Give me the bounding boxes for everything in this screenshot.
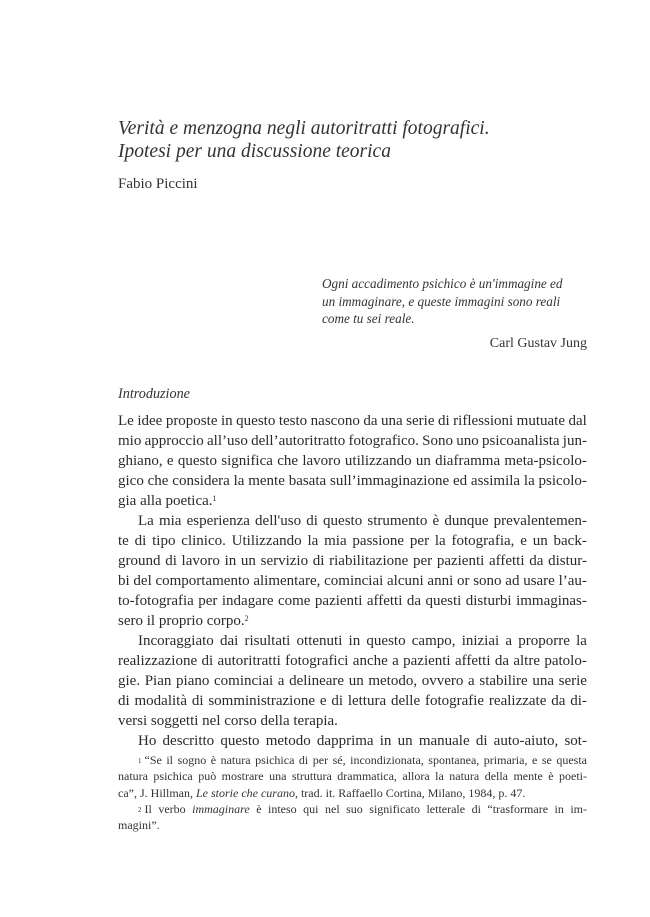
word: riabilitazione — [329, 553, 409, 569]
word: la — [233, 473, 245, 489]
word: considera — [172, 473, 230, 489]
body-line-text — [118, 651, 587, 671]
body-line — [118, 411, 587, 431]
word: fotografia, — [451, 533, 515, 549]
epigraph-quote — [322, 275, 587, 328]
word: una — [532, 673, 554, 689]
word: di — [201, 653, 214, 669]
body-line — [118, 491, 587, 511]
word: delle — [390, 693, 421, 709]
word: anche — [352, 653, 388, 669]
word: questo — [366, 633, 406, 649]
word: diaframma — [435, 453, 501, 469]
word: un — [348, 673, 364, 689]
body-line — [118, 611, 587, 631]
epigraph-line-2: un immaginare, e queste immagini sono reali — [322, 293, 561, 309]
body-line — [118, 691, 587, 711]
word: lavoro — [302, 453, 341, 469]
word: Utilizzando — [231, 533, 302, 549]
word: questo — [177, 453, 217, 469]
footnote-number: 2 — [138, 805, 142, 814]
word: servizio — [260, 553, 309, 569]
body-line-text — [138, 631, 587, 651]
word: dunque — [444, 513, 489, 529]
word: riflessioni — [453, 413, 514, 429]
word: un — [532, 533, 548, 549]
word: di — [191, 693, 204, 709]
section-heading: Introduzione — [118, 386, 190, 402]
title-line-2: Ipotesi per una discussione teorica — [118, 141, 391, 162]
footnote-line — [118, 801, 587, 817]
word: è — [432, 513, 440, 529]
word: di — [331, 693, 343, 709]
footnote-line-text — [145, 752, 588, 768]
footnote-text: , trad. it. Raffaello Cortina, Milano, 1984, p. 47. — [294, 785, 526, 800]
word: lettura — [347, 693, 387, 709]
word: serie — [558, 673, 587, 689]
word: ground — [118, 553, 161, 569]
epigraph-attribution: Carl Gustav Jung — [489, 336, 587, 351]
word: ad — [505, 573, 520, 589]
body-line-text: versi soggetti nel corso della terapia. — [118, 713, 338, 729]
footnote-line-text — [118, 768, 587, 784]
word: distur- — [548, 553, 587, 569]
word: che — [147, 473, 169, 489]
word: affetti — [488, 553, 525, 569]
body-line — [118, 671, 587, 691]
body-line-text — [118, 691, 587, 711]
word: un — [415, 453, 431, 469]
word: fotografici — [285, 653, 349, 669]
word: per — [409, 533, 430, 549]
word: una — [381, 413, 403, 429]
footnote-ref[interactable]: 2 — [244, 614, 249, 623]
word: realizzate — [488, 693, 547, 709]
word: nascono — [310, 413, 360, 429]
footnote-text: magini”. — [118, 818, 160, 833]
word: usare — [523, 573, 555, 589]
word: la — [576, 633, 587, 649]
word: di — [134, 533, 147, 549]
word: auto-aiuto, — [493, 733, 559, 749]
word: utilizzando — [344, 453, 412, 469]
footnote-line-text — [118, 818, 160, 832]
word: questo — [220, 733, 260, 749]
word: in — [379, 733, 392, 749]
word: sono — [473, 573, 502, 589]
word: cominciai — [324, 573, 384, 589]
body-line — [118, 431, 587, 451]
body-line-text: sero il proprio corpo. — [118, 613, 245, 629]
word: di — [312, 553, 325, 569]
word: cominciai — [214, 673, 274, 689]
body-line-text — [118, 451, 587, 471]
word: La — [138, 513, 154, 529]
word: alcuni — [387, 573, 424, 589]
word: dal — [568, 413, 587, 429]
word: la — [307, 533, 319, 549]
body-line — [118, 571, 587, 591]
body-line — [118, 631, 587, 651]
word: un — [397, 733, 413, 749]
body-text — [118, 411, 587, 751]
word: di- — [570, 693, 587, 709]
word: significa — [221, 453, 273, 469]
body-line-text — [138, 731, 587, 751]
word: Ho — [138, 733, 157, 749]
word: approccio — [144, 433, 204, 449]
body-line — [118, 471, 587, 491]
word: bi — [118, 573, 130, 589]
word: di — [165, 553, 177, 569]
word: a — [505, 633, 513, 649]
word: serie — [406, 413, 435, 429]
footnote-line — [118, 752, 587, 768]
word: ghiano, — [118, 453, 163, 469]
word: clinico. — [181, 533, 226, 549]
word: indagare — [221, 593, 274, 609]
body-line — [118, 551, 587, 571]
footnote-italic-text: Le storie che curano — [195, 785, 295, 800]
word: descritto — [162, 733, 215, 749]
word: mia — [324, 533, 347, 549]
word: in — [348, 633, 361, 649]
word: piano — [176, 673, 210, 689]
word: un — [240, 553, 256, 569]
body-line-text — [118, 591, 587, 611]
footnotes — [118, 752, 587, 833]
word: jun- — [562, 433, 587, 449]
word: metodo, — [368, 673, 418, 689]
word: testo — [278, 413, 308, 429]
word: del — [133, 573, 152, 589]
word: in — [220, 413, 233, 429]
word: sot- — [564, 733, 587, 749]
footnote-line — [118, 785, 587, 801]
word: ottenuti — [296, 633, 343, 649]
word: mio — [118, 433, 142, 449]
word: mente — [248, 473, 285, 489]
word: dapprima — [316, 733, 374, 749]
word: delineare — [289, 673, 345, 689]
footnote-number: 1 — [138, 757, 142, 765]
word: di — [118, 693, 130, 709]
word: gie. — [118, 673, 141, 689]
word: prevalentemen- — [493, 513, 587, 529]
word: questi — [425, 593, 462, 609]
body-line-text — [118, 571, 587, 591]
word: esperienza — [186, 513, 250, 529]
word: affetti — [366, 593, 403, 609]
word: alimentare, — [253, 573, 321, 589]
footnote-line — [118, 817, 587, 833]
body-line-text — [118, 431, 587, 451]
footnote-line-text — [118, 786, 525, 800]
word: altre — [513, 653, 541, 669]
word: back- — [553, 533, 587, 549]
word: meta-psicolo- — [504, 453, 587, 469]
word: passione — [352, 533, 405, 549]
word: da — [406, 593, 422, 609]
word: immaginas- — [516, 593, 587, 609]
word: risultati — [244, 633, 291, 649]
word: somministrazione — [208, 693, 315, 709]
body-line-text — [118, 471, 587, 491]
word: da — [529, 553, 544, 569]
footnote-text: Il verbo — [144, 801, 193, 816]
word: psicolo- — [538, 473, 587, 489]
word: che — [277, 453, 299, 469]
word: dell'uso — [255, 513, 302, 529]
word: strumento — [367, 513, 428, 529]
word: a — [277, 673, 285, 689]
body-line — [118, 711, 587, 731]
word: pazienti — [403, 653, 451, 669]
word: da — [363, 413, 378, 429]
word: Le — [118, 413, 134, 429]
word: a — [468, 673, 475, 689]
word: l’au- — [558, 573, 587, 589]
article-author: Fabio Piccini — [118, 176, 198, 192]
word: di — [475, 733, 488, 749]
word: autoritratti — [217, 653, 281, 669]
word: e — [166, 453, 174, 469]
word: pazienti — [436, 553, 485, 569]
body-line — [118, 731, 587, 751]
word: psicoanalista — [482, 433, 560, 449]
body-line — [118, 591, 587, 611]
word: modalità — [134, 693, 187, 709]
word: metodo — [265, 733, 311, 749]
word: in — [224, 553, 237, 569]
word: iniziai — [461, 633, 500, 649]
word: comportamento — [155, 573, 250, 589]
word: Sono — [422, 433, 454, 449]
word: la — [523, 473, 535, 489]
word: e — [319, 693, 327, 709]
word: come — [277, 593, 311, 609]
word: da — [494, 653, 510, 669]
footnote-text: natura psichica può mostrare una struttura drammatica, allora la natura della mente è poeti- — [118, 769, 587, 784]
body-line-text — [118, 551, 587, 571]
article-title — [118, 117, 538, 163]
word: affetti — [454, 653, 491, 669]
word: campo, — [411, 633, 456, 649]
epigraph-line-3: come tu sei reale. — [322, 311, 415, 326]
word: uno — [456, 433, 479, 449]
title-line-1: Verità e menzogna negli autoritratti fotografici. — [118, 118, 490, 139]
word: dell’autoritratto — [251, 433, 346, 449]
word: fotografico. — [348, 433, 419, 449]
word: gico — [118, 473, 144, 489]
word: idee — [137, 413, 163, 429]
word: manuale — [418, 733, 470, 749]
word: e — [520, 533, 527, 549]
word: per — [198, 593, 218, 609]
word: to-fotografia — [118, 593, 194, 609]
body-line-text — [118, 671, 587, 691]
word: ed — [452, 473, 468, 489]
word: Incoraggiato — [138, 633, 214, 649]
word: proporre — [518, 633, 570, 649]
footnote-text: “Se il sogno è natura psichica di per sé, incondizionata, spontanea, primaria, e se questa — [144, 753, 587, 767]
word: proposte — [165, 413, 218, 429]
word: fotografie — [424, 693, 485, 709]
word: questo — [323, 513, 363, 529]
word: da — [551, 693, 566, 709]
footnote-line — [118, 768, 587, 784]
footnote-italic-text: immaginare — [192, 801, 250, 816]
word: mutuate — [516, 413, 565, 429]
word: per — [412, 553, 433, 569]
word: basata — [288, 473, 327, 489]
word: di — [306, 513, 318, 529]
word: assimila — [470, 473, 521, 489]
word: a — [392, 653, 399, 669]
word: patolo- — [544, 653, 587, 669]
word: or — [456, 573, 470, 589]
word: dai — [220, 633, 239, 649]
word: te — [118, 533, 129, 549]
body-line — [118, 511, 587, 531]
footnote-line-text — [145, 801, 588, 817]
footnote-text: ca”, J. Hillman, — [118, 785, 196, 800]
word: ovvero — [421, 673, 464, 689]
word: anni — [427, 573, 454, 589]
body-line-text — [138, 511, 587, 531]
word: disturbi — [465, 593, 512, 609]
word: mia — [158, 513, 182, 529]
word: la — [434, 533, 446, 549]
epigraph-line-1: Ogni accadimento psichico è un'immagine ed — [322, 276, 563, 291]
word: lavoro — [181, 553, 220, 569]
body-line — [118, 451, 587, 471]
word: tipo — [152, 533, 176, 549]
footnote-text: è inteso qui nel suo significato letterale di “trasformare in im- — [249, 801, 588, 816]
body-line-text: gia alla poetica. — [118, 493, 213, 509]
word: sull’immaginazione — [329, 473, 450, 489]
word: all’uso — [207, 433, 248, 449]
footnote-ref[interactable]: 1 — [212, 494, 217, 503]
body-line — [118, 531, 587, 551]
word: stabilire — [479, 673, 528, 689]
word: Pian — [144, 673, 172, 689]
word: realizzazione — [118, 653, 198, 669]
body-line-text — [118, 531, 587, 551]
body-line — [118, 651, 587, 671]
body-line-text — [118, 411, 587, 431]
word: pazienti — [314, 593, 363, 609]
word: di — [438, 413, 450, 429]
word: questo — [236, 413, 276, 429]
